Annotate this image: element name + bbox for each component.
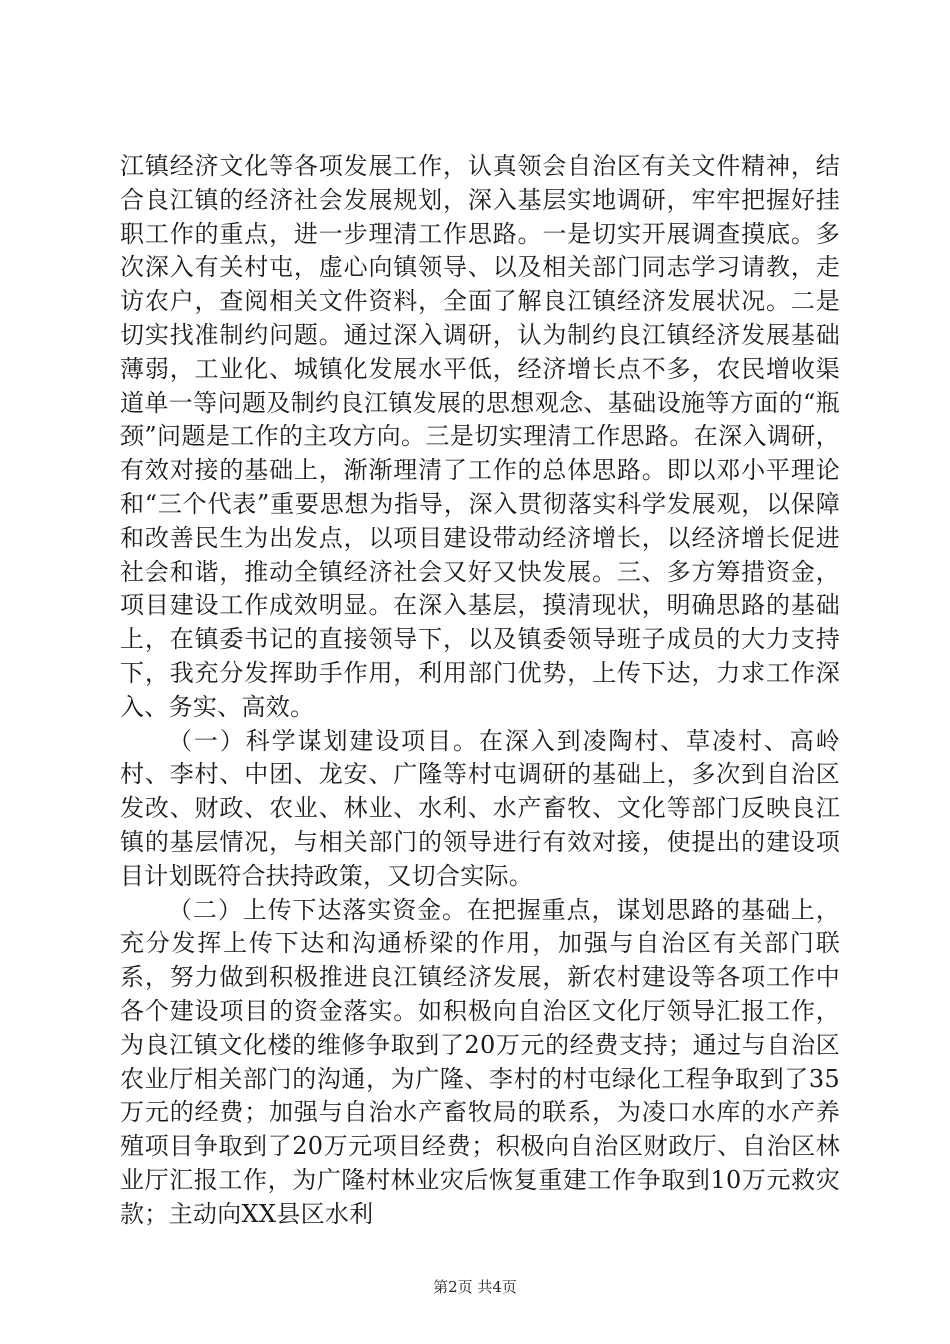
body-text — [120, 150, 840, 1232]
page-footer: 第2页 共4页 — [433, 1278, 517, 1296]
paragraph-1: 江镇经济文化等各项发展工作，认真领会自治区有关文件精神，结合良江镇的经济社会发展规划，深入基层实地调研，牢牢把握好挂职工作的重点，进一步理清工作思路。一是切实开展调查摸底。多次深入有关村屯，虚心向镇领导、以及相关部门同志学习请教，走访农户，查阅相关文件资料，全面了解良江镇经济发展状况。二是切实找准制约问题。通过深入调研，认为制约良江镇经济发展基础薄弱，工业化、城镇化发展水平低，经济增长点不多，农民增收渠道单一等问题及制约良江镇发展的思想观念、基础设施等方面的“瓶颈”问题是工作的主攻方向。三是切实理清工作思路。在深入调研，有效对接的基础上，渐渐理清了工作的总体思路。即以邓小平理论和“三个代表”重要思想为指导，深入贯彻落实科学发展观，以保障和改善民生为出发点，以项目建设带动经济增长，以经济增长促进社会和谐，推动全镇经济社会又好又快发展。三、多方筹措资金，项目建设工作成效明显。在深入基层，摸清现状，明确思路的基础上，在镇委书记的直接领导下，以及镇委领导班子成员的大力支持下，我充分发挥助手作用，利用部门优势，上传下达，力求工作深入、务实、高效。 — [120, 152, 840, 721]
paragraph-3: （二）上传下达落实资金。在把握重点，谋划思路的基础上，充分发挥上传下达和沟通桥梁的作用，加强与自治区有关部门联系，努力做到积极推进良江镇经济发展，新农村建设等各项工作中各个建设项目的资金落实。如积极向自治区文化厅领导汇报工作，为良江镇文化楼的维修争取到了20万元的经费支持；通过与自治区农业厅相关部门的沟通，为广隆、李村的村屯绿化工程争取到了35万元的经费；加强与自治水产畜牧局的联系，为凌口水库的水产养殖项目争取到了20万元项目经费；积极向自治区财政厅、自治区林业厅汇报工作，为广隆村林业灾后恢复重建工作争取到10万元救灾款；主动向XX县区水利 — [120, 895, 840, 1228]
paragraph-2: （一）科学谋划建设项目。在深入到凌陶村、草凌村、高岭村、李村、中团、龙安、广隆等村屯调研的基础上，多次到自治区发改、财政、农业、林业、水利、水产畜牧、文化等部门反映良江镇的基层情况，与相关部门的领导进行有效对接，使提出的建设项目计划既符合扶持政策，又切合实际。 — [120, 726, 840, 890]
